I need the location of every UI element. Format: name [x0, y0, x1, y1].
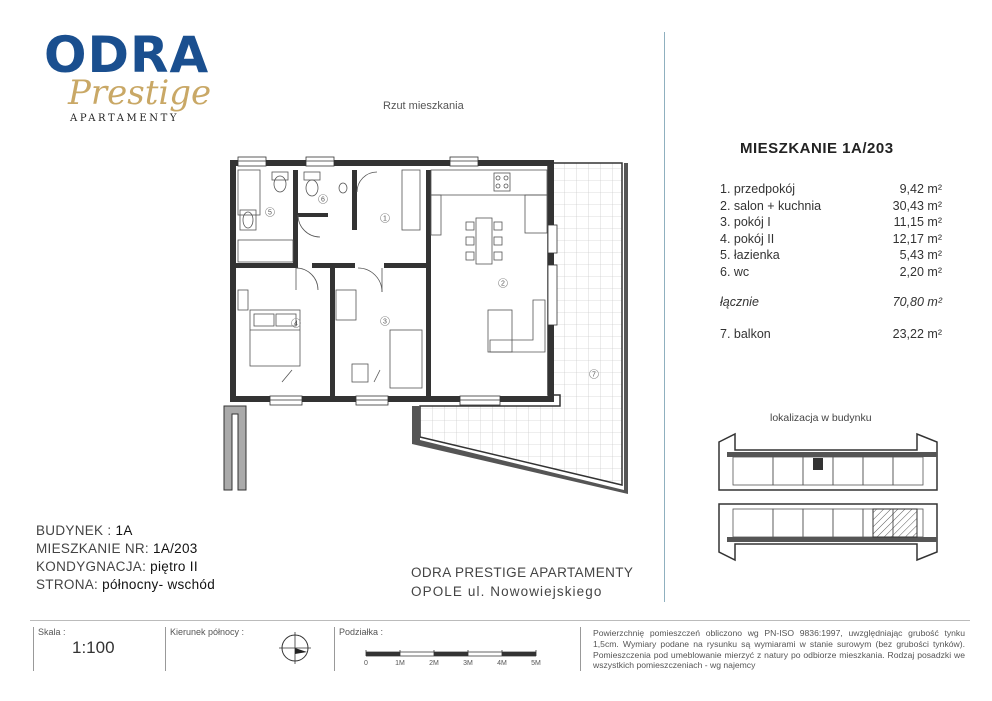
- total-row: [720, 294, 942, 310]
- plan-title: Rzut mieszkania: [383, 100, 464, 112]
- room-name: 2. salon + kuchnia: [720, 198, 822, 213]
- balcony: [420, 163, 622, 485]
- unit-title: MIESZKANIE 1A/203: [740, 140, 894, 157]
- room-number-6: 6: [321, 196, 325, 204]
- room-number-4: 4: [294, 320, 298, 328]
- footer-separator: [165, 627, 166, 671]
- building-value: 1A: [115, 523, 133, 538]
- location-title: lokalizacja w budynku: [770, 412, 872, 424]
- scale-value: 1:100: [72, 638, 115, 657]
- room-area: 30,43 m²: [892, 198, 942, 213]
- room-name: 5. łazienka: [720, 248, 780, 262]
- side-value: północny- wschód: [102, 577, 216, 592]
- building-label: BUDYNEK :: [36, 523, 116, 538]
- logo-title: ODRA: [44, 26, 210, 84]
- footer-separator: [334, 627, 335, 671]
- north-label: Kierunek północy :: [170, 627, 245, 637]
- vertical-divider: [664, 32, 665, 602]
- room-area: 11,15 m²: [893, 215, 942, 229]
- scale-label: Skala :: [38, 627, 66, 637]
- scalebar-tick: 5M: [531, 660, 541, 667]
- balcony-name: 7. balkon: [720, 327, 771, 341]
- scalebar-tick: 3M: [463, 660, 473, 667]
- footer-separator: [580, 627, 581, 671]
- room-area: 5,43 m²: [899, 248, 942, 262]
- room-row: [720, 247, 942, 264]
- unit-number-label: MIESZKANIE NR:: [36, 541, 154, 556]
- room-number-2: 2: [501, 280, 505, 288]
- room-name: 6. wc: [720, 264, 750, 279]
- floor-value: piętro II: [150, 559, 198, 574]
- footer-separator: [33, 627, 34, 671]
- room-row: [720, 231, 942, 248]
- footer-divider: [30, 620, 970, 621]
- room-number-3: 3: [383, 318, 387, 326]
- room-name: 1. przedpokój: [720, 182, 796, 196]
- room-number-5: 5: [268, 209, 272, 217]
- floor-label: KONDYGNACJA:: [36, 559, 151, 574]
- scalebar-tick: 4M: [497, 660, 507, 667]
- room-name: 4. pokój II: [720, 231, 775, 246]
- room-number-7: 7: [592, 371, 596, 379]
- scalebar-tick: 2M: [429, 660, 439, 667]
- balcony-row: [720, 326, 942, 342]
- room-row: [720, 264, 942, 281]
- unit-number-value: 1A/203: [153, 541, 198, 556]
- building-info: [36, 522, 215, 594]
- room-number-1: 1: [383, 215, 387, 223]
- building-location-plan: [715, 430, 940, 565]
- room-name: 3. pokój I: [720, 215, 771, 229]
- scale-bar: [360, 646, 545, 668]
- side-label: STRONA:: [36, 577, 103, 592]
- balcony-area: 23,22 m²: [892, 327, 942, 341]
- logo-script: Prestige: [68, 73, 212, 113]
- room-area: 9,42 m²: [899, 182, 942, 196]
- company-address: OPOLE ul. Nowowiejskiego: [411, 584, 603, 599]
- room-list: [720, 181, 942, 342]
- scalebar-label: Podziałka :: [339, 627, 384, 637]
- room-row: [720, 198, 942, 215]
- scalebar-tick: 0: [364, 660, 368, 667]
- total-area: 70,80 m²: [892, 295, 942, 309]
- scalebar-tick: 1M: [395, 660, 405, 667]
- logo-subtitle: APARTAMENTY: [70, 113, 180, 124]
- company-name: ODRA PRESTIGE APARTAMENTY: [411, 565, 634, 580]
- north-arrow-icon: [277, 630, 313, 666]
- room-row: [720, 181, 942, 198]
- total-label: łącznie: [720, 295, 759, 309]
- footer-note: Powierzchnię pomieszczeń obliczono wg PN-ISO 9836:1997, uwzględniając grubość tynku 1,5cm. Wymiary podane na rysunku są wymiarami w stanie surowym (bez grubości tynków). Pomieszczenia pod umeblowanie mierzyć z natury po odbiorze mieszkania. Rodzaj posadzki we wszystkich pomieszczeniach - wg najemcy: [593, 628, 965, 671]
- room-area: 12,17 m²: [892, 231, 942, 246]
- company-info: [411, 563, 633, 601]
- room-area: 2,20 m²: [899, 264, 942, 279]
- room-row: [720, 214, 942, 231]
